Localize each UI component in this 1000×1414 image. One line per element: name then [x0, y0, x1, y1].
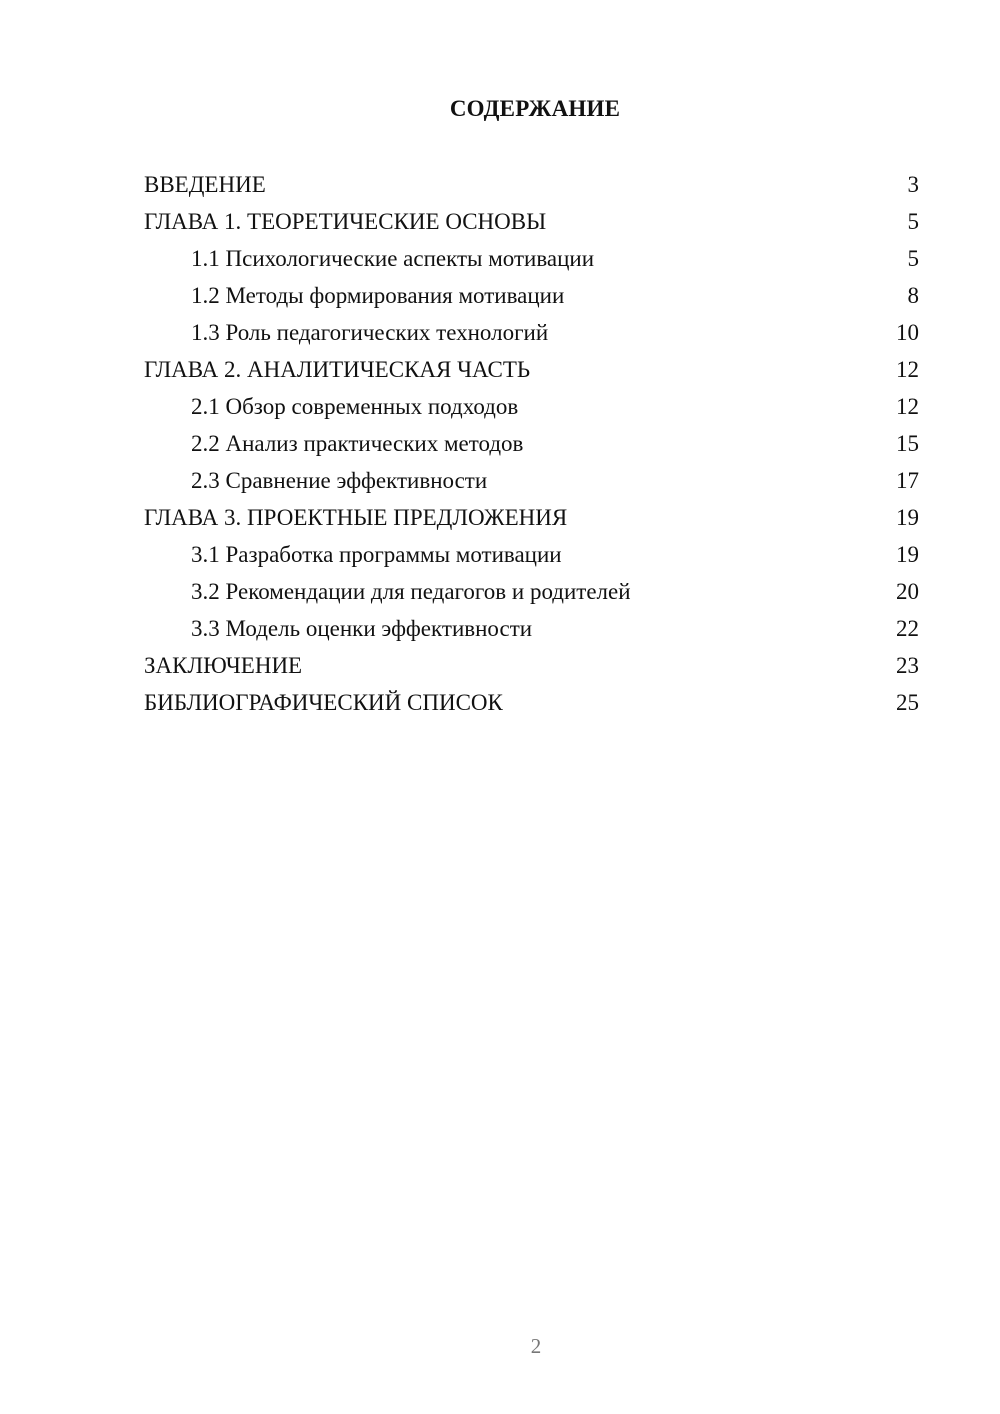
- toc-entry-page: 8: [907, 283, 919, 308]
- toc-entry-section-2-3[interactable]: [144, 462, 919, 499]
- toc-entry-label: ГЛАВА 1. ТЕОРЕТИЧЕСКИЕ ОСНОВЫ: [144, 209, 547, 234]
- toc-entry-page: 12: [896, 394, 919, 419]
- toc-entry-label: 2.3 Сравнение эффективности: [191, 468, 488, 493]
- toc-entry-page: 17: [896, 468, 919, 493]
- toc-entry-section-1-3[interactable]: [144, 314, 919, 351]
- toc-entry-label: 3.3 Модель оценки эффективности: [191, 616, 533, 641]
- toc-entry-label: 1.2 Методы формирования мотивации: [191, 283, 565, 308]
- page-number: 2: [530, 1334, 542, 1358]
- toc-entry-section-3-2[interactable]: [144, 573, 919, 610]
- toc-entry-section-3-3[interactable]: [144, 610, 919, 647]
- toc-entry-chapter-1[interactable]: [144, 203, 919, 240]
- page-title: СОДЕРЖАНИЕ: [449, 96, 621, 121]
- toc-entry-section-3-1[interactable]: [144, 536, 919, 573]
- toc-entry-page: 19: [896, 505, 919, 530]
- toc-entry-page: 19: [896, 542, 919, 567]
- toc-entry-chapter-3[interactable]: [144, 499, 919, 536]
- toc-entry-page: 5: [907, 246, 919, 271]
- toc-entry-bibliography[interactable]: [144, 684, 919, 721]
- toc-entry-page: 20: [896, 579, 919, 604]
- toc-entry-label: ГЛАВА 3. ПРОЕКТНЫЕ ПРЕДЛОЖЕНИЯ: [144, 505, 568, 530]
- toc-entry-section-2-2[interactable]: [144, 425, 919, 462]
- toc-entry-page: 25: [896, 690, 919, 715]
- toc-entry-page: 5: [907, 209, 919, 234]
- toc-entry-label: 1.3 Роль педагогических технологий: [191, 320, 549, 345]
- toc-entry-introduction[interactable]: [144, 166, 919, 203]
- toc-entry-label: 3.1 Разработка программы мотивации: [191, 542, 562, 567]
- toc-entry-page: 12: [896, 357, 919, 382]
- toc-entry-label: 1.1 Психологические аспекты мотивации: [191, 246, 595, 271]
- table-of-contents: [144, 166, 919, 721]
- toc-entry-label: 3.2 Рекомендации для педагогов и родителей: [191, 579, 631, 604]
- toc-entry-label: ГЛАВА 2. АНАЛИТИЧЕСКАЯ ЧАСТЬ: [144, 357, 531, 382]
- toc-entry-conclusion[interactable]: [144, 647, 919, 684]
- toc-entry-page: 3: [907, 172, 919, 197]
- toc-entry-page: 15: [896, 431, 919, 456]
- toc-entry-chapter-2[interactable]: [144, 351, 919, 388]
- toc-entry-section-1-2[interactable]: [144, 277, 919, 314]
- toc-entry-page: 10: [896, 320, 919, 345]
- toc-entry-section-2-1[interactable]: [144, 388, 919, 425]
- toc-entry-page: 22: [896, 616, 919, 641]
- toc-entry-label: БИБЛИОГРАФИЧЕСКИЙ СПИСОК: [144, 690, 503, 715]
- toc-entry-label: ЗАКЛЮЧЕНИЕ: [144, 653, 303, 678]
- toc-entry-label: ВВЕДЕНИЕ: [144, 172, 266, 197]
- toc-entry-label: 2.1 Обзор современных подходов: [191, 394, 519, 419]
- toc-entry-label: 2.2 Анализ практических методов: [191, 431, 524, 456]
- toc-entry-section-1-1[interactable]: [144, 240, 919, 277]
- toc-entry-page: 23: [896, 653, 919, 678]
